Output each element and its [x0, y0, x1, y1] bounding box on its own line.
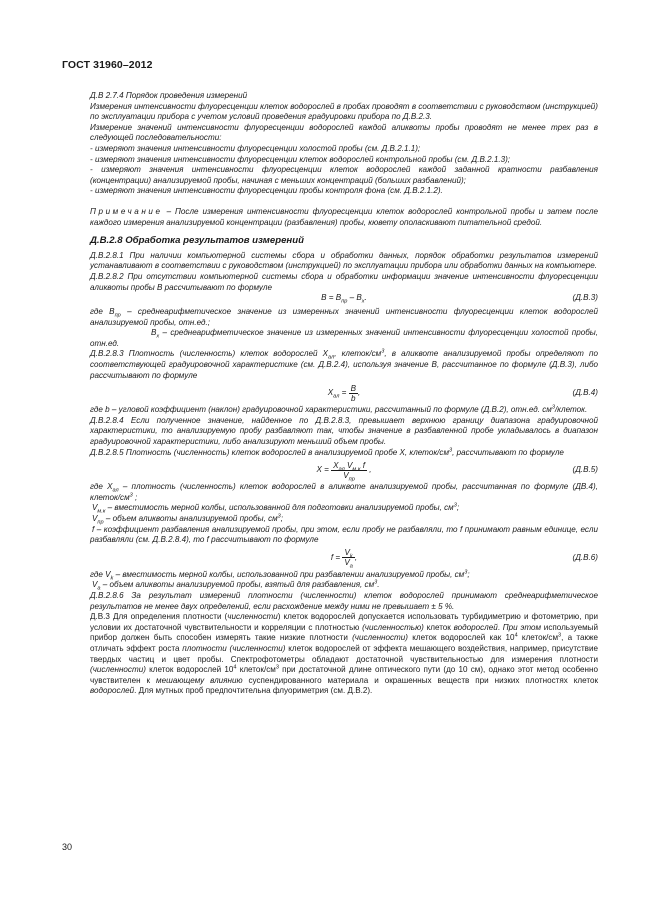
formula-dv5: X = $\frac{X_{ал} V_{м.к} f}{V_{пр}}$ , (Д.В.5)	[90, 458, 598, 482]
list-item: - измеряют значения интенсивности флуоресценции клеток водорослей контрольной пробы (см. Д.В.2.1.3);	[90, 154, 511, 164]
section-2-8-title: Д.В.2.8 Обработка результатов измерений	[90, 235, 304, 247]
section-2-8-5: Д.В.2.8.5 Плотность (численность) клеток водорослей в анализируемой пробе X, клеток/$см^3$, рассчитывают по формуле	[90, 446, 564, 457]
standard-header: ГОСТ 31960–2012	[62, 59, 153, 71]
note-label: Примечание	[90, 206, 163, 216]
formula-dv6: f = $\frac{V_k}{V_a}$ , (Д.В.6)	[90, 546, 598, 570]
where-v-a: $V_a$ – объем аликвоты анализируемой пробы, взятый для разбавления, $см^3$.	[92, 579, 380, 592]
note	[90, 207, 598, 228]
page-content	[90, 91, 598, 697]
section-2-7-4-title: Д.В 2.7.4 Порядок проведения измерений	[90, 91, 248, 100]
section-2-8-6: Д.В.2.8.6 За результат измерений плотности (численности) клеток водорослей принимают среднеарифметическое результатов не менее двух определений, если расхождение между ними не превышает ± 5 %.	[90, 590, 598, 611]
section-2-8	[90, 251, 598, 612]
note-text: – После измерения интенсивности флуоресценции клеток водорослей контрольной пробы и затем после каждого измерения анализируемой концентрации (разбавления) пробы, кювету ополаскивают питательной средой.	[90, 206, 598, 227]
fraction: $\frac{B}{b}$	[350, 383, 356, 403]
list-item: - измеряют значения интенсивности флуоресценции холостой пробы (см. Д.В.2.1.1);	[90, 143, 421, 153]
section-2-7-4-p1: Измерения интенсивности флуоресценции клеток водорослей в пробах проводят в соответствии с руководством (инструкцией) по эксплуатации прибора с учетом условий проведения градуировки прибора по Д.В.2.3.	[90, 101, 598, 122]
where-f: f – коэффициент разбавления анализируемой пробы, при этом, если пробу не разбавляли, то f принимают равным единице, если разбавляли (см. Д.В.2.8.4), то f рассчитывают по формуле	[90, 524, 598, 545]
section-2-7-4-p2: Измерение значений интенсивности флуоресценции водорослей каждой аликвоты пробы проводят не менее трех раз в следующей последовательности:	[90, 122, 598, 143]
where-v-k: где $V_k$ – вместимость мерной колбы, использованной при разбавлении анализируемой пробы, $см^3$;	[90, 569, 470, 582]
where-v-pr: $V_{пр}$ – объем аликвоты анализируемой пробы, $см^3$;	[92, 513, 284, 526]
formula-number: (Д.В.4)	[572, 388, 598, 398]
where-b-pr: где $В_{пр}$ – среднеарифметическое значение из измеренных значений интенсивности флуоресценции клеток водорослей анализируемой пробы, отн.ед.;	[90, 307, 598, 327]
formula-number: (Д.В.6)	[572, 552, 598, 562]
section-2-8-2: Д.В.2.8.2 При отсутствии компьютерной системы сбора и обработки информации значение интенсивности флуоресценции аликвоты пробы В рассчитывают по формуле	[90, 271, 598, 292]
where-b-x: $В_x$ – среднеарифметическое значение из измеренных значений интенсивности флуоресценции холостой пробы, отн.ед.	[90, 328, 598, 348]
section-2-8-1: Д.В.2.8.1 При наличии компьютерной системы сбора и обработки данных, порядок обработки результатов измерений устанавливают в соответствии с руководством (инструкцией) по эксплуатации прибора или обработки данных на компьютере.	[90, 250, 598, 271]
formula-dv4: $X_{ал}$ = $\frac{B}{b}$ , (Д.В.4)	[90, 381, 598, 405]
section-3-paragraph: Д.В.3 Для определения плотности (численности) клеток водорослей допускается использовать турбидиметрию и фотометрию, при условии их достаточной чувствительности и корреляции с плотностью (численностью) клеток водорослей. При этом используемый прибор должен быть способен измерять такие низкие плотности (численности) клеток водорослей как $10^4$ клеток/$см^3$, а также отличать эффект роста плотности (численности) клеток водорослей от эффекта мешающего воздействия, например, присутствие твердых частиц и цвет пробы. Спектрофотометры обладают достаточной чувствительностью для измерения плотности (численности) клеток водорослей $10^4$ клеток/$см^3$ при достаточной длине оптического пути (до 10 см), однако этот метод особенно чувствителен к мешающему влиянию суспендированного материала и окрашенных веществ при низких плотностях клеток водорослей. Для мутных проб предпочтительна флуориметрия (см. Д.В.2).	[90, 612, 599, 696]
formula-dv3: $B = B_{пр} - B_x$. (Д.В.3)	[321, 293, 598, 305]
list-item: - измеряют значения интенсивности флуоресценции клеток водорослей каждой заданной кратности разбавления (концентрации) анализируемой пробы, начиная с меньших концентраций (больших разбавлений);	[90, 165, 598, 185]
section-2-7-4	[90, 91, 598, 228]
section-2-8-3: Д.В.2.8.3 Плотность (численность) клеток водорослей $X_{ал}$, клеток/$см^3$, в аликвоте анализируемой пробы определяют по соответствующей градуировочной характеристике (см. Д.В.2.4), используя значение В, рассчитанное по формуле (Д.В.3), либо рассчитывают по формуле	[90, 348, 598, 380]
where-b-slope: где b – угловой коэффициент (наклон) градуировочной характеристики, рассчитанный по формуле (Д.В.2), отн.ед. $см^3$/клеток.	[90, 404, 588, 415]
fraction: $\frac{X_{ал} V_{м.к} f}{V_{пр}}$	[333, 460, 365, 483]
where-x-al: где $X_{ал}$ – плотность (численность) клеток водорослей в аликвоте анализируемой пробы, рассчитанная по формуле (ДВ.4), клеток/$см^3$ ;	[90, 482, 598, 502]
formula-number: (Д.В.5)	[572, 465, 598, 475]
formula-number: (Д.В.3)	[572, 293, 598, 303]
section-3	[90, 612, 598, 697]
fraction: $\frac{V_k}{V_a}$	[344, 548, 353, 570]
section-2-8-4: Д.В.2.8.4 Если полученное значение, найденное по Д.В.2.8.3, превышает верхнюю границу диапазона градуировочной характеристики, то анализируемую пробу разбавляют так, чтобы значение в разбавленной пробе укладывалось в диапазон градуировочной характеристики, либо анализируют меньший объем пробы.	[90, 415, 598, 447]
page-number: 30	[62, 842, 73, 852]
where-v-mk: $V_{м.к}$ – вместимость мерной колбы, использованной для подготовки анализируемой пробы, $см^3$;	[92, 502, 460, 516]
list-item: - измеряют значения интенсивности флуоресценции пробы контроля фона (см. Д.В.2.1.2).	[90, 186, 443, 196]
